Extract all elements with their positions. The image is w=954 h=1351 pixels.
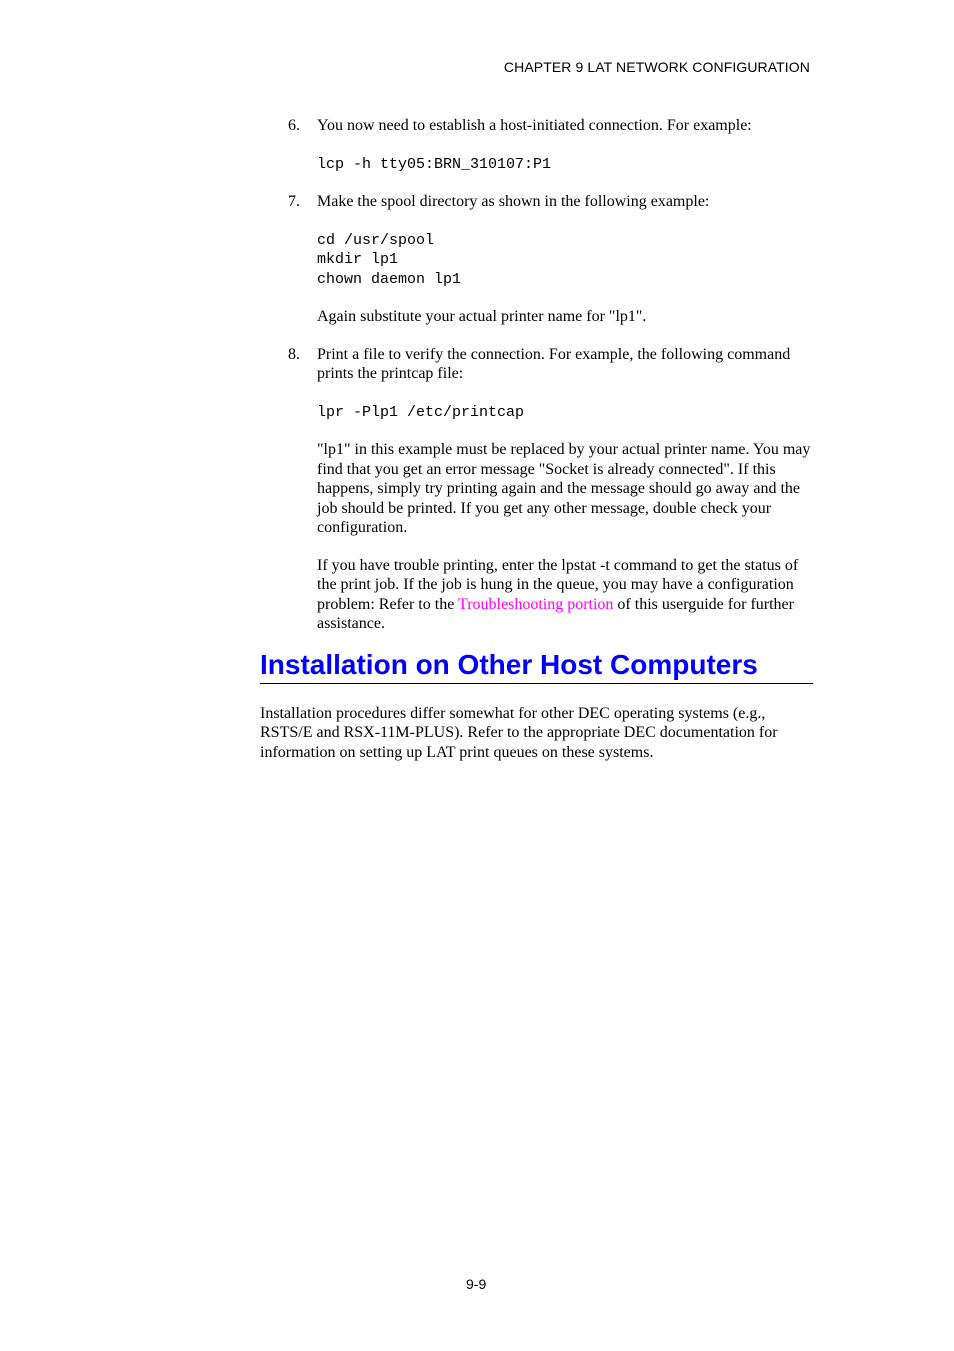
step-text: You now need to establish a host-initiated connection. For example: — [317, 117, 752, 134]
section-body: Installation procedures differ somewhat for other DEC operating systems (e.g., RSTS/E and RSX-11M-PLUS). Refer to the appropriate DEC documentation for information on setting up LAT print queues on these systems. — [260, 704, 778, 761]
step-7 — [260, 192, 816, 327]
step-note: "lp1" in this example must be replaced by your actual printer name. You may find that you get an error message "Socket is already connected". If this happens, simply try printing again and the message should go away and the job should be printed. If you get any other message, double check your configuration. — [317, 441, 811, 537]
step-text: Make the spool directory as shown in the following example: — [317, 193, 710, 211]
running-header: CHAPTER 9 LAT NETWORK CONFIGURATION — [503, 59, 810, 75]
section-heading: Installation on Other Host Computers — [260, 648, 813, 684]
code-block: lcp -h tty05:BRN_310107:P1 — [317, 155, 552, 173]
step-note-troubleshooting — [317, 556, 816, 634]
page-content — [260, 116, 816, 762]
step-8 — [260, 345, 816, 634]
step-text: Print a file to verify the connection. For example, the following command prints the printcap file: — [317, 345, 791, 383]
page-number: 9-9 — [466, 1276, 487, 1292]
step-6 — [260, 116, 816, 174]
step-number: 6. — [288, 117, 300, 134]
code-block: lpr -Plp1 /etc/printcap — [317, 403, 525, 421]
note-text: of this userguide for further assistance. — [317, 595, 794, 633]
note-text: If you have trouble printing, enter the lpstat -t command to get the status of the print job. If the job is hung in the queue, you may have a configuration problem: Refer to the — [317, 556, 799, 613]
code-block: cd /usr/spool mkdir lp1 chown daemon lp1 — [317, 231, 462, 288]
step-number: 7. — [288, 193, 300, 211]
step-number: 8. — [288, 345, 300, 363]
troubleshooting-link[interactable]: Troubleshooting portion — [458, 595, 614, 613]
step-note: Again substitute your actual printer name for "lp1". — [317, 308, 647, 326]
